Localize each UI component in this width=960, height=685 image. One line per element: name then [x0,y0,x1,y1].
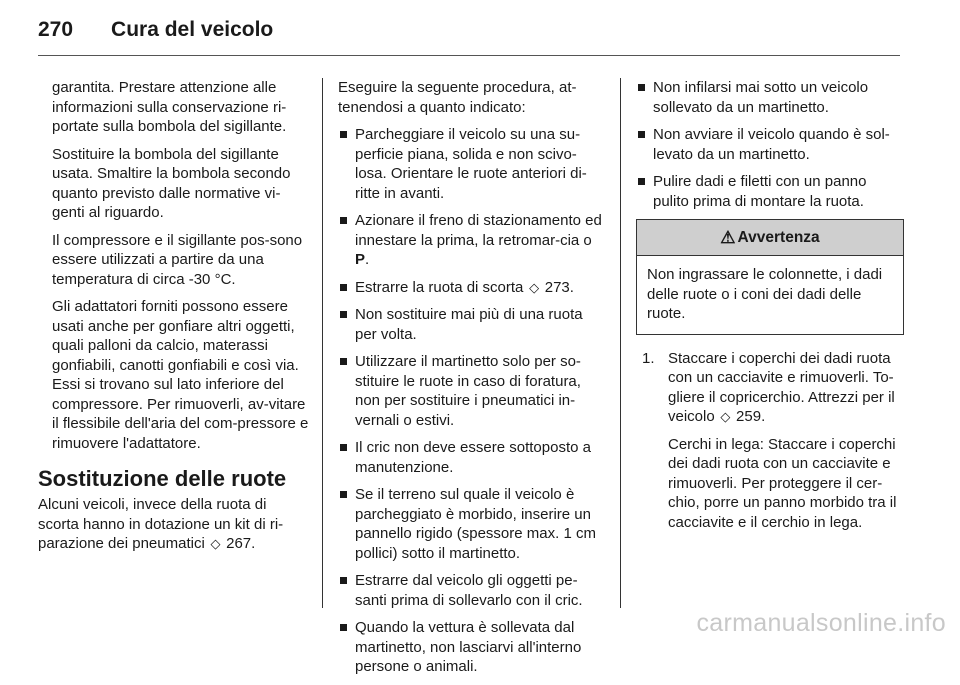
procedure-intro: Eseguire la seguente procedura, at-tenendosi a quanto indicato: [338,79,577,116]
page-header [38,18,273,50]
step-note: Cerchi in lega: Staccare i coperchi dei dadi ruota con un cacciavite e rimuoverli. Per proteggere il cer-chio, porre un panno morbido tra il cacciavite e il cerchio in lega. [668,435,897,531]
list-item [338,352,606,430]
page-reference[interactable]: 273. [544,278,574,296]
bullet-icon [340,491,347,498]
bullet-icon [340,217,347,224]
column-divider-1 [322,78,323,608]
watermark: carmanualsonline.info [696,609,946,637]
bullet-icon [638,131,645,138]
safety-list [636,78,904,211]
list-item [636,78,904,117]
header-divider [38,55,900,56]
list-item-text: Se il terreno sul quale il veicolo è parcheggiato è morbido, inserire un pannello rigido (spessore max. 1 cm pollici) sotto il martinetto. [355,486,596,562]
list-item [636,125,904,164]
bullet-icon [340,444,347,451]
warning-title: Avvertenza [737,228,820,246]
gear-label: P [355,251,366,268]
list-item-text: Estrarre la ruota di scorta [355,278,524,296]
list-item-text: Il cric non deve essere sottoposto a manutenzione. [355,439,591,476]
list-item [338,305,606,344]
page-title: Cura del veicolo [111,18,274,41]
bullet-icon [340,358,347,365]
page-reference-icon: ◇ [210,536,221,551]
list-item [338,278,606,298]
warning-header [637,220,903,256]
list-item-text: Utilizzare il martinetto solo per so-stituire le ruote in caso di foratura, non per sostituire i pneumatici in-vernali o estivi. [355,353,581,429]
step-text: Staccare i coperchi dei dadi ruota con un cacciavite e rimuoverli. To-gliere il copricerchio. Attrezzi per il veicolo [668,349,895,425]
list-item-text: Non avviare il veicolo quando è sol-levato da un martinetto. [653,126,890,163]
page-reference-icon: ◇ [529,279,540,295]
bullet-icon [638,178,645,185]
bullet-icon [638,84,645,91]
section-intro [38,495,310,554]
steps-list [636,349,904,533]
step-item [642,349,904,533]
list-item-text: Pulire dadi e filetti con un panno pulito prima di montare la ruota. [653,173,867,210]
page-number: 270 [38,18,74,41]
paragraph: garantita. Prestare attenzione alle informazioni sulla conservazione ri-portate sulla bombola del sigillante. [52,79,287,135]
bullet-icon [340,284,347,291]
bullet-icon [340,311,347,318]
bullet-icon [340,624,347,631]
warning-box [636,219,904,335]
list-item-text: Quando la vettura è sollevata dal martinetto, non lasciarvi all'interno persone o animali. [355,619,582,675]
column-2 [338,78,606,685]
page-reference[interactable]: 259. [736,408,766,425]
step-number: 1. [642,349,655,367]
warning-triangle-icon: ⚠ [720,227,736,247]
column-1 [38,78,310,562]
list-item-text: Azionare il freno di stazionamento ed innestare la prima, la retromar-cia o [355,212,602,249]
list-item-text: Non sostituire mai più di una ruota per volta. [355,306,583,343]
bullet-icon [340,577,347,584]
list-item [338,211,606,270]
list-item [636,172,904,211]
warning-body: Non ingrassare le colonnette, i dadi delle ruote o i coni dei dadi delle ruote. [647,266,883,322]
column-3 [636,78,904,540]
list-item [338,618,606,677]
paragraph: Gli adattatori forniti possono essere usati anche per gonfiare altri oggetti, quali palloni da calcio, materassi gonfiabili, canotti gonfiabili e così via. Essi si trovano sul lato inferiore del compressore. Per rimuoverli, av-vitare il flessibile dell'aria del com-pressore e rimuovere l'adattatore. [52,298,309,452]
list-item-text: Estrarre dal veicolo gli oggetti pe-santi prima di sollevarlo con il cric. [355,572,583,609]
procedure-list [338,125,606,677]
list-item [338,571,606,610]
page-reference[interactable]: 267. [226,535,256,552]
list-item [338,125,606,203]
list-item-text-end: . [365,251,370,268]
paragraph: Sostituire la bombola del sigillante usata. Smaltire la bombola secondo quanto previsto dalle normative vi-genti al riguardo. [52,145,291,221]
list-item [338,438,606,477]
paragraph: Il compressore e il sigillante pos-sono essere utilizzati a partire da una temperatura di circa -30 °C. [52,231,303,288]
list-item-text: Non infilarsi mai sotto un veicolo sollevato da un martinetto. [653,79,869,116]
list-item [338,485,606,563]
bullet-icon [340,131,347,138]
intro-text: Alcuni veicoli, invece della ruota di scorta hanno in dotazione un kit di ri-parazione dei pneumatici [38,496,284,552]
section-heading: Sostituzione delle ruote [38,466,287,491]
column-divider-2 [620,78,621,608]
list-item-text: Parcheggiare il veicolo su una su-perficie piana, solida e non scivo-losa. Orientare le ruote anteriori di-ritte in avanti. [355,126,587,202]
page-reference-icon: ◇ [720,409,731,424]
